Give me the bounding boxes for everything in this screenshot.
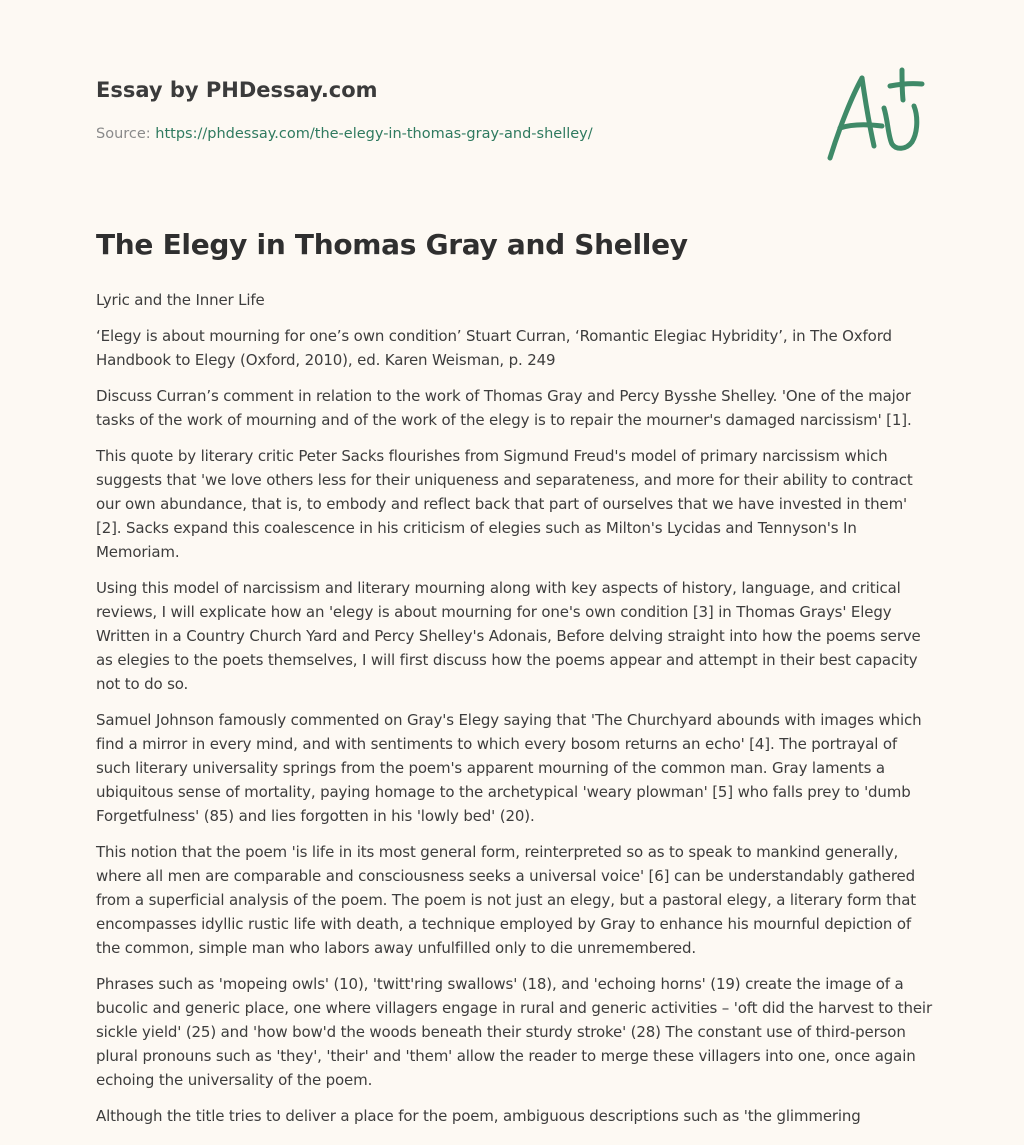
paragraph: ‘Elegy is about mourning for one’s own condition’ Stuart Curran, ‘Romantic Elegiac Hybridity’, in The Oxford Handbook to Elegy (Oxford, 2010), ed. Karen Weisman, p. 249 [96, 327, 892, 369]
paragraph: Phrases such as 'mopeing owls' (10), 'twitt'ring swallows' (18), and 'echoing horns' (19) create the image of a bucolic and generic place, one where villagers engage in rural and generic activities – 'oft did the harvest to their sickle yield' (25) and 'how bow'd the woods beneath their sturdy stroke' (28) The constant use of third-person plural pronouns such as 'they', 'their' and 'them' allow the reader to merge these villagers into one, once again echoing the universality of the poem. [96, 975, 932, 1089]
document-title: The Elegy in Thomas Gray and Shelley [96, 228, 688, 261]
paragraph: This quote by literary critic Peter Sacks flourishes from Sigmund Freud's model of primary narcissism which suggests that 'we love others less for their uniqueness and separateness, and more for their ability to contract our own abundance, that is, to embody and reflect back that part of ourselves that we have invested in them' [2]. Sacks expand this coalescence in his criticism of elegies such as Milton's Lycidas and Tennyson's In Memoriam. [96, 447, 913, 561]
page-header [96, 76, 928, 176]
source-line [96, 124, 928, 144]
paragraph: Using this model of narcissism and literary mourning along with key aspects of history, language, and critical reviews, I will explicate how an 'elegy is about mourning for one's own condition [3] in Thomas Grays' Elegy Written in a Country Church Yard and Percy Shelley's Adonais, Before delving straight into how the poems serve as elegies to the poets themselves, I will first discuss how the poems appear and attempt in their best capacity not to do so. [96, 579, 921, 693]
paragraph: This notion that the poem 'is life in its most general form, reinterpreted so as to speak to mankind generally, where all men are comparable and consciousness seeks a universal voice' [6] can be understandably gathered from a superficial analysis of the poem. The poem is not just an elegy, but a pastoral elegy, a literary form that encompasses idyllic rustic life with death, a technique employed by Gray to enhance his mournful depiction of the common, simple man who labors away unfulfilled only to die unremembered. [96, 843, 917, 957]
paragraph-subtitle: Lyric and the Inner Life [96, 291, 265, 309]
essay-content [96, 226, 932, 1140]
a-plus-logo-icon [822, 66, 932, 166]
paragraph: Although the title tries to deliver a place for the poem, ambiguous descriptions such as 'the glimmering [96, 1107, 861, 1125]
paragraph: Discuss Curran’s comment in relation to the work of Thomas Gray and Percy Bysshe Shelley. 'One of the major tasks of the work of mourning and of the work of the elegy is to repair the mourner's damaged narcissism' [1]. [96, 387, 912, 429]
source-link[interactable]: https://phdessay.com/the-elegy-in-thomas-gray-and-shelley/ [155, 126, 593, 142]
paragraph: Samuel Johnson famously commented on Gray's Elegy saying that 'The Churchyard abounds with images which find a mirror in every mind, and with sentiments to which every bosom returns an echo' [4]. The portrayal of such literary universality springs from the poem's apparent mourning of the common man. Gray laments a ubiquitous sense of mortality, paying homage to the archetypical 'weary plowman' [5] who falls prey to 'dumb Forgetfulness' (85) and lies forgotten in his 'lowly bed' (20). [96, 711, 922, 825]
source-label: Source: [96, 126, 151, 142]
site-title: Essay by PHDessay.com [96, 78, 378, 102]
